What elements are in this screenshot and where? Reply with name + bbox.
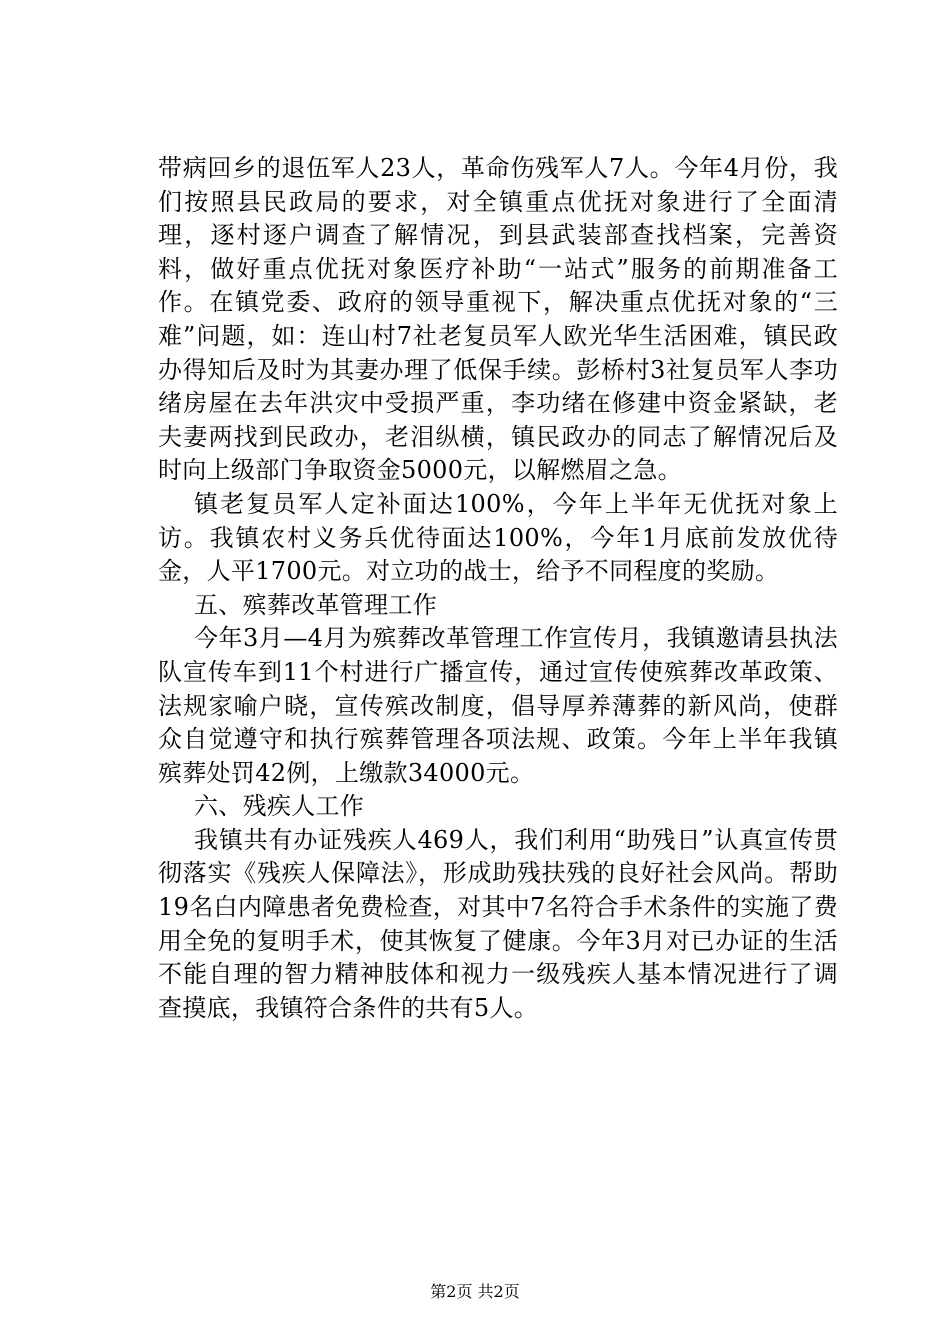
paragraph-veterans-subsidy: 镇老复员军人定补面达100%，今年上半年无优抚对象上访。我镇农村义务兵优待面达100%，今年1月底前发放优待金，人平1700元。对立功的战士，给予不同程度的奖励。 <box>158 489 838 586</box>
paragraph-funeral-reform: 今年3月—4月为殡葬改革管理工作宣传月，我镇邀请县执法队宣传车到11个村进行广播宣传，通过宣传使殡葬改革政策、法规家喻户晓，宣传殡改制度，倡导厚养薄葬的新风尚，使群众自觉遵守和执行殡葬管理各项法规、政策。今年上半年我镇殡葬处罚42例，上缴款34000元。 <box>158 624 838 787</box>
section-heading-disabled-work: 六、残疾人工作 <box>194 792 365 821</box>
paragraph-disabled-work: 我镇共有办证残疾人469人，我们利用“助残日”认真宣传贯彻落实《残疾人保障法》，形成助残扶残的良好社会风尚。帮助19名白内障患者免费检查，对其中7名符合手术条件的实施了费用全免的复明手术，使其恢复了健康。今年3月对已办证的生活不能自理的智力精神肢体和视力一级残疾人基本情况进行了调查摸底，我镇符合条件的共有5人。 <box>158 825 838 1022</box>
section-heading-funeral-reform: 五、殡葬改革管理工作 <box>194 590 437 619</box>
document-body <box>158 152 838 1025</box>
paragraph-continued: 带病回乡的退伍军人23人，革命伤残军人7人。今年4月份，我们按照县民政局的要求，对全镇重点优抚对象进行了全面清理，逐村逐户调查了解情况，到县武装部查找档案，完善资料，做好重点优抚对象医疗补助“一站式”服务的前期准备工作。在镇党委、政府的领导重视下，解决重点优抚对象的“三难”问题，如：连山村7社老复员军人欧光华生活困难，镇民政办得知后及时为其妻办理了低保手续。彭桥村3社复员军人李功绪房屋在去年洪灾中受损严重，李功绪在修建中资金紧缺，老夫妻两找到民政办，老泪纵横，镇民政办的同志了解情况后及时向上级部门争取资金5000元，以解燃眉之急。 <box>158 154 838 485</box>
page-footer: 第2页 共2页 <box>430 1282 520 1301</box>
